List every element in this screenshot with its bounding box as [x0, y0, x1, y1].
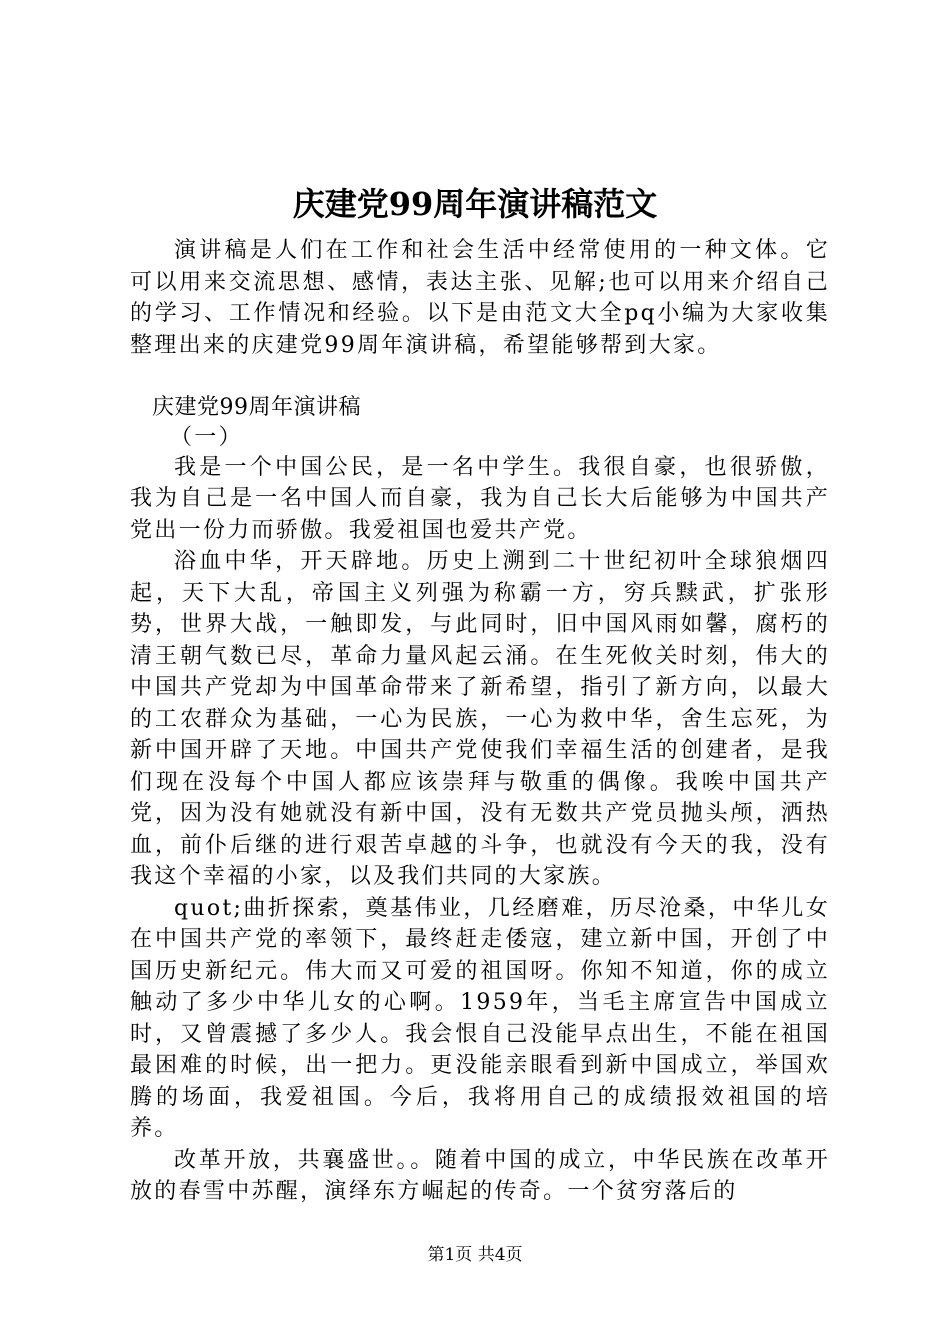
- body-paragraph-4: 改革开放，共襄盛世。。随着中国的成立，中华民族在改革开放的春雪中苏醒，演绎东方崛起的传奇。一个贫穷落后的: [130, 1147, 830, 1204]
- body-paragraph-1: 我是一个中国公民，是一名中学生。我很自豪，也很骄傲，我为自己是一名中国人而自豪，我为自己长大后能够为中国共产党出一份力而骄傲。我爱祖国也爱共产党。: [130, 454, 830, 543]
- body-paragraph-3: quot;曲折探索，奠基伟业，几经磨难，历尽沧桑，中华儿女在中国共产党的率领下，最终赶走倭寇，建立新中国，开创了中国历史新纪元。伟大而又可爱的祖国呀。你知不知道，你的成立触动了多少中华儿女的心啊。1959年，当毛主席宣告中国成立时，又曾震撼了多少人。我会恨自己没能早点出生，不能在祖国最困难的时候，出一把力。更没能亲眼看到新中国成立，举国欢腾的场面，我爱祖国。今后，我将用自己的成绩报效祖国的培养。: [130, 895, 830, 1141]
- paragraph-gap: [130, 361, 830, 392]
- section-title: 庆建党99周年演讲稿: [152, 395, 361, 420]
- intro-paragraph: 演讲稿是人们在工作和社会生活中经常使用的一种文体。它可以用来交流思想、感情，表达主张、见解;也可以用来介绍自己的学习、工作情况和经验。以下是由范文大全pq小编为大家收集整理出来的庆建党99周年演讲稿，希望能够帮到大家。: [130, 238, 830, 358]
- page-footer: 第1页 共4页: [427, 1245, 523, 1265]
- document-title: 庆建党99周年演讲稿范文: [292, 185, 658, 223]
- body-paragraph-2: 浴血中华，开天辟地。历史上溯到二十世纪初叶全球狼烟四起，天下大乱，帝国主义列强为称霸一方，穷兵黩武，扩张形势，世界大战，一触即发，与此同时，旧中国风雨如馨，腐朽的清王朝气数已尽，革命力量风起云涌。在生死攸关时刻，伟大的中国共产党却为中国革命带来了新希望，指引了新方向，以最大的工农群众为基础，一心为民族，一心为救中华，舍生忘死，为新中国开辟了天地。中国共产党使我们幸福生活的创建者，是我们现在没每个中国人都应该崇拜与敬重的偶像。我唉中国共产党，因为没有她就没有新中国，没有无数共产党员抛头颅，洒热血，前仆后继的进行艰苦卓越的斗争，也就没有今天的我，没有我这个幸福的小家，以及我们共同的大家族。: [130, 549, 830, 889]
- document-body: [130, 235, 830, 1208]
- section-number: （一）: [170, 424, 243, 450]
